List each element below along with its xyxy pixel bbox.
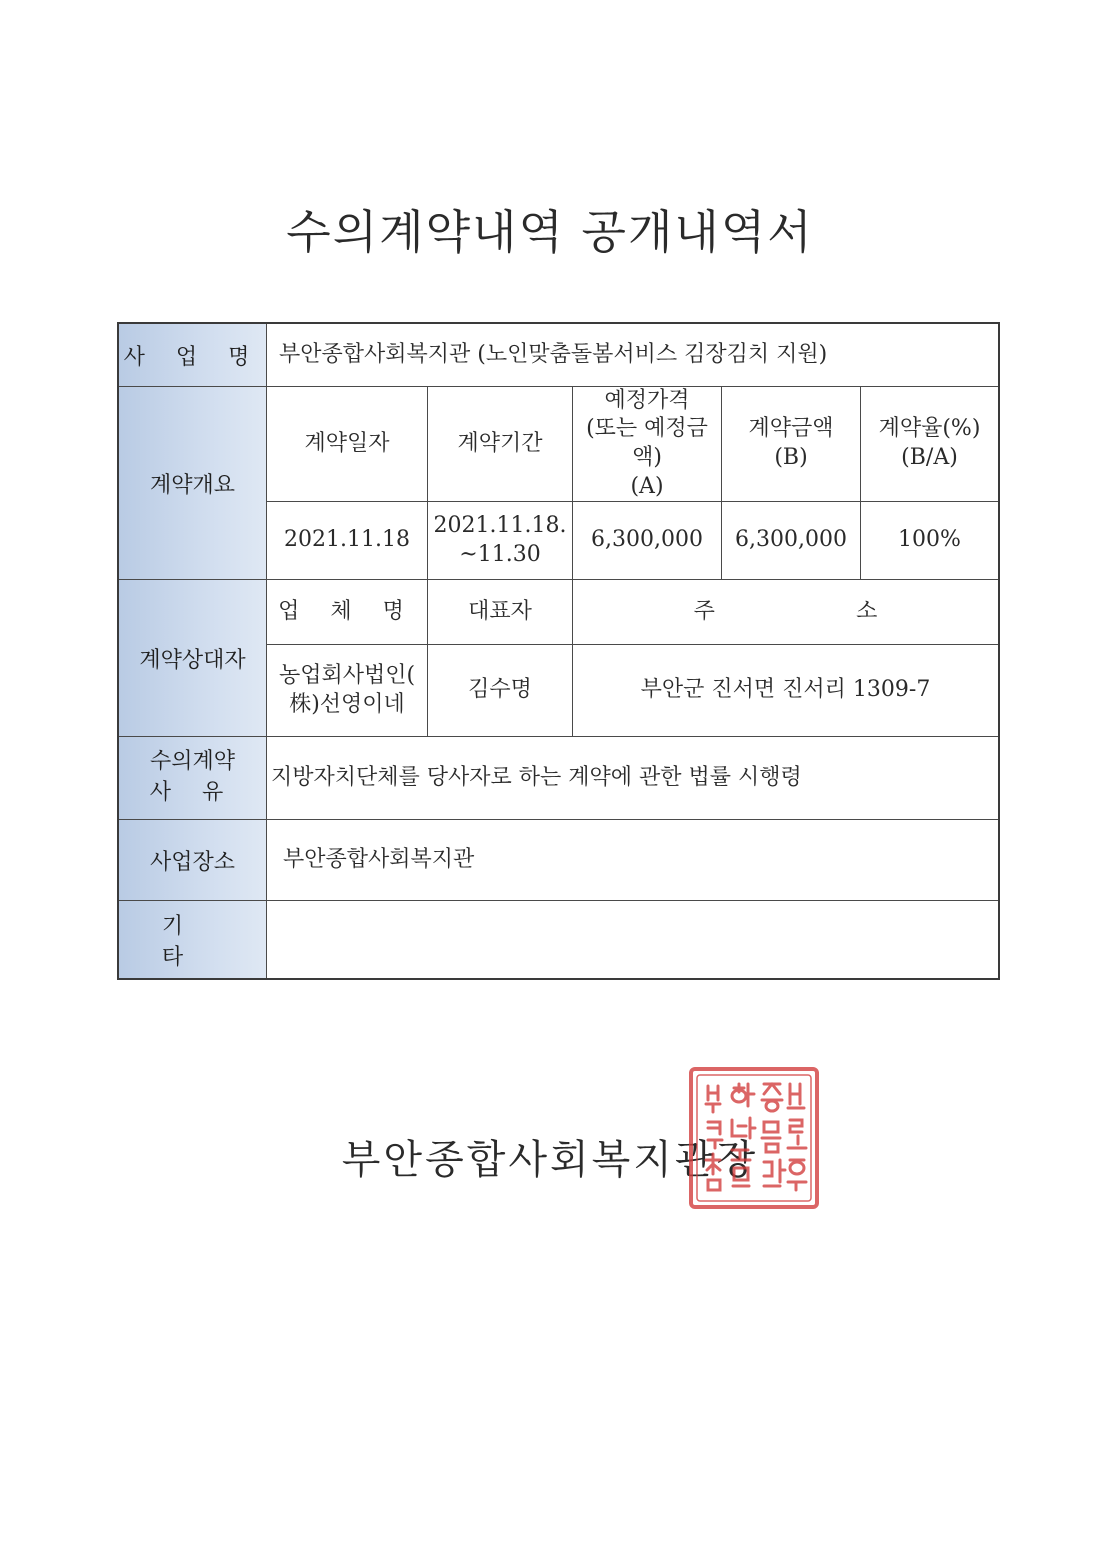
row-divider [119, 736, 998, 737]
contract-period-header: 계약기간 [457, 430, 543, 456]
location-value: 부안종합사회복지관 [283, 846, 475, 872]
company-name-value [267, 645, 427, 736]
company-name-value-line1: 농업회사법인( [278, 662, 416, 688]
document-title: 수의계약내역 공개내역서 [286, 205, 814, 259]
location-label: 사업장소 [119, 820, 266, 900]
contract-period-value-line1: 2021.11.18. [433, 512, 567, 538]
row-divider [119, 386, 998, 387]
contract-amount-header-line2: (B) [774, 445, 808, 470]
reason-label-line1: 수의계약 [149, 749, 235, 775]
row-divider [119, 900, 998, 901]
contract-overview-label: 계약개요 [119, 387, 266, 579]
estimated-price-header-line2: (또는 예정금액) [586, 416, 708, 470]
representative-value: 김수명 [468, 677, 532, 703]
reason-value: 지방자치단체를 당사자로 하는 계약에 관한 법률 시행령 [271, 764, 802, 790]
column-divider [266, 324, 267, 978]
address-header-char1: 주 [693, 598, 715, 624]
column-divider [721, 387, 722, 579]
official-seal-icon [686, 1064, 822, 1212]
address-header [573, 580, 998, 644]
row-divider [267, 501, 998, 502]
contract-amount-header [722, 387, 860, 501]
estimated-price-header-line1: 예정가격 [604, 387, 690, 413]
row-divider [119, 819, 998, 820]
estimated-price-header [573, 387, 721, 501]
company-name-header: 업 체 명 [278, 598, 416, 624]
contract-date-value: 2021.11.18 [284, 527, 410, 553]
contract-rate-header-line2: (B/A) [901, 445, 958, 470]
contract-amount-header-line1: 계약금액 [748, 416, 834, 442]
estimated-price-value: 6,300,000 [591, 527, 703, 553]
reason-label [119, 737, 266, 819]
address-value: 부안군 진서면 진서리 1309-7 [640, 677, 931, 703]
contract-amount-value: 6,300,000 [735, 527, 847, 553]
organization-name: 부안종합사회복지관장 [341, 1137, 759, 1183]
contract-rate-header-line1: 계약율(%) [878, 416, 981, 442]
contract-rate-value: 100% [898, 527, 961, 553]
row-divider [119, 579, 998, 580]
column-divider [860, 387, 861, 579]
etc-value [267, 901, 998, 978]
estimated-price-header-line3: (A) [630, 473, 664, 499]
counterparty-label: 계약상대자 [119, 580, 266, 736]
contract-rate-header [861, 387, 998, 501]
contract-period-value-line2: ~11.30 [459, 541, 541, 567]
representative-header: 대표자 [468, 598, 532, 624]
project-name-value: 부안종합사회복지관 (노인맞춤돌봄서비스 김장김치 지원) [279, 341, 828, 367]
company-name-value-line2: 株)선영이네 [289, 691, 405, 717]
contract-disclosure-table [117, 322, 1000, 980]
row-divider [267, 644, 998, 645]
contract-date-header: 계약일자 [304, 430, 390, 456]
etc-label: 기 타 [119, 901, 266, 978]
project-name-label: 사 업 명 [119, 324, 266, 386]
contract-period-value [428, 502, 572, 579]
column-divider [572, 387, 573, 736]
column-divider [427, 387, 428, 736]
reason-label-line2: 사 유 [149, 780, 236, 805]
address-header-char2: 소 [856, 598, 878, 624]
